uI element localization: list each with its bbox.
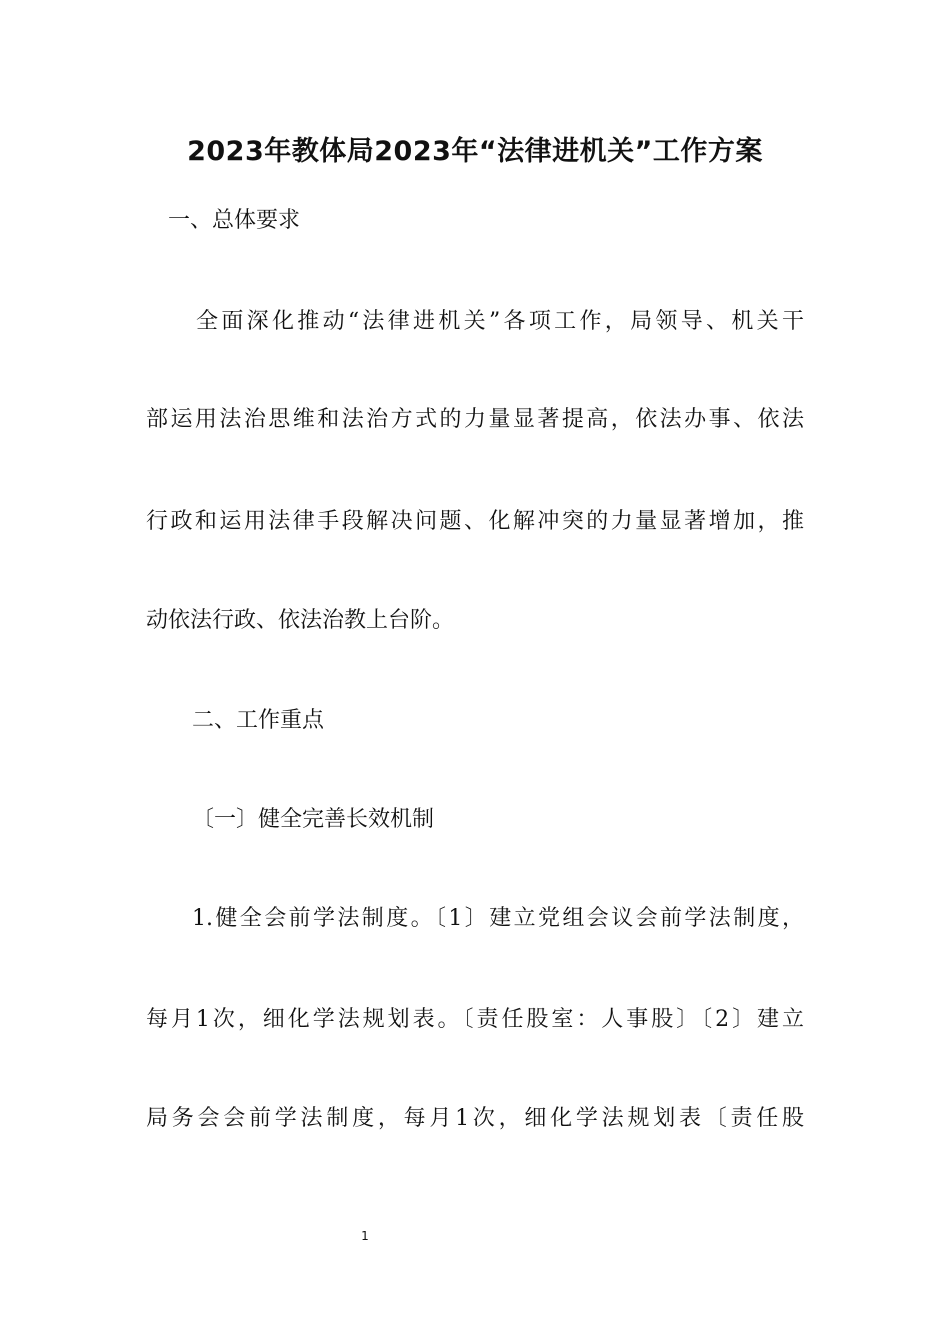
paragraph-line: 1.健全会前学法制度。〔1〕建立党组会议会前学法制度， <box>192 906 804 931</box>
paragraph-line: 全面深化推动“法律进机关”各项工作，局领导、机关干 <box>196 309 804 334</box>
paragraph-line: 行政和运用法律手段解决问题、化解冲突的力量显著增加，推 <box>146 509 804 534</box>
section-heading-overall-requirements: 一、总体要求 <box>168 208 301 233</box>
paragraph-line: 局务会会前学法制度，每月1次，细化学法规划表〔责任股 <box>146 1106 804 1131</box>
section-heading-work-focus: 二、工作重点 <box>192 708 325 733</box>
paragraph-line: 动依法行政、依法治教上台阶。 <box>146 608 455 633</box>
subsection-heading: 〔一〕健全完善长效机制 <box>192 807 435 832</box>
paragraph-line: 每月1次，细化学法规划表。〔责任股室：人事股〕〔2〕建立 <box>146 1007 804 1032</box>
paragraph-line: 部运用法治思维和法治方式的力量显著提高，依法办事、依法 <box>146 407 804 432</box>
page-number: 1 <box>361 1229 369 1243</box>
document-title: 2023年教体局2023年“法律进机关”工作方案 <box>187 136 763 167</box>
